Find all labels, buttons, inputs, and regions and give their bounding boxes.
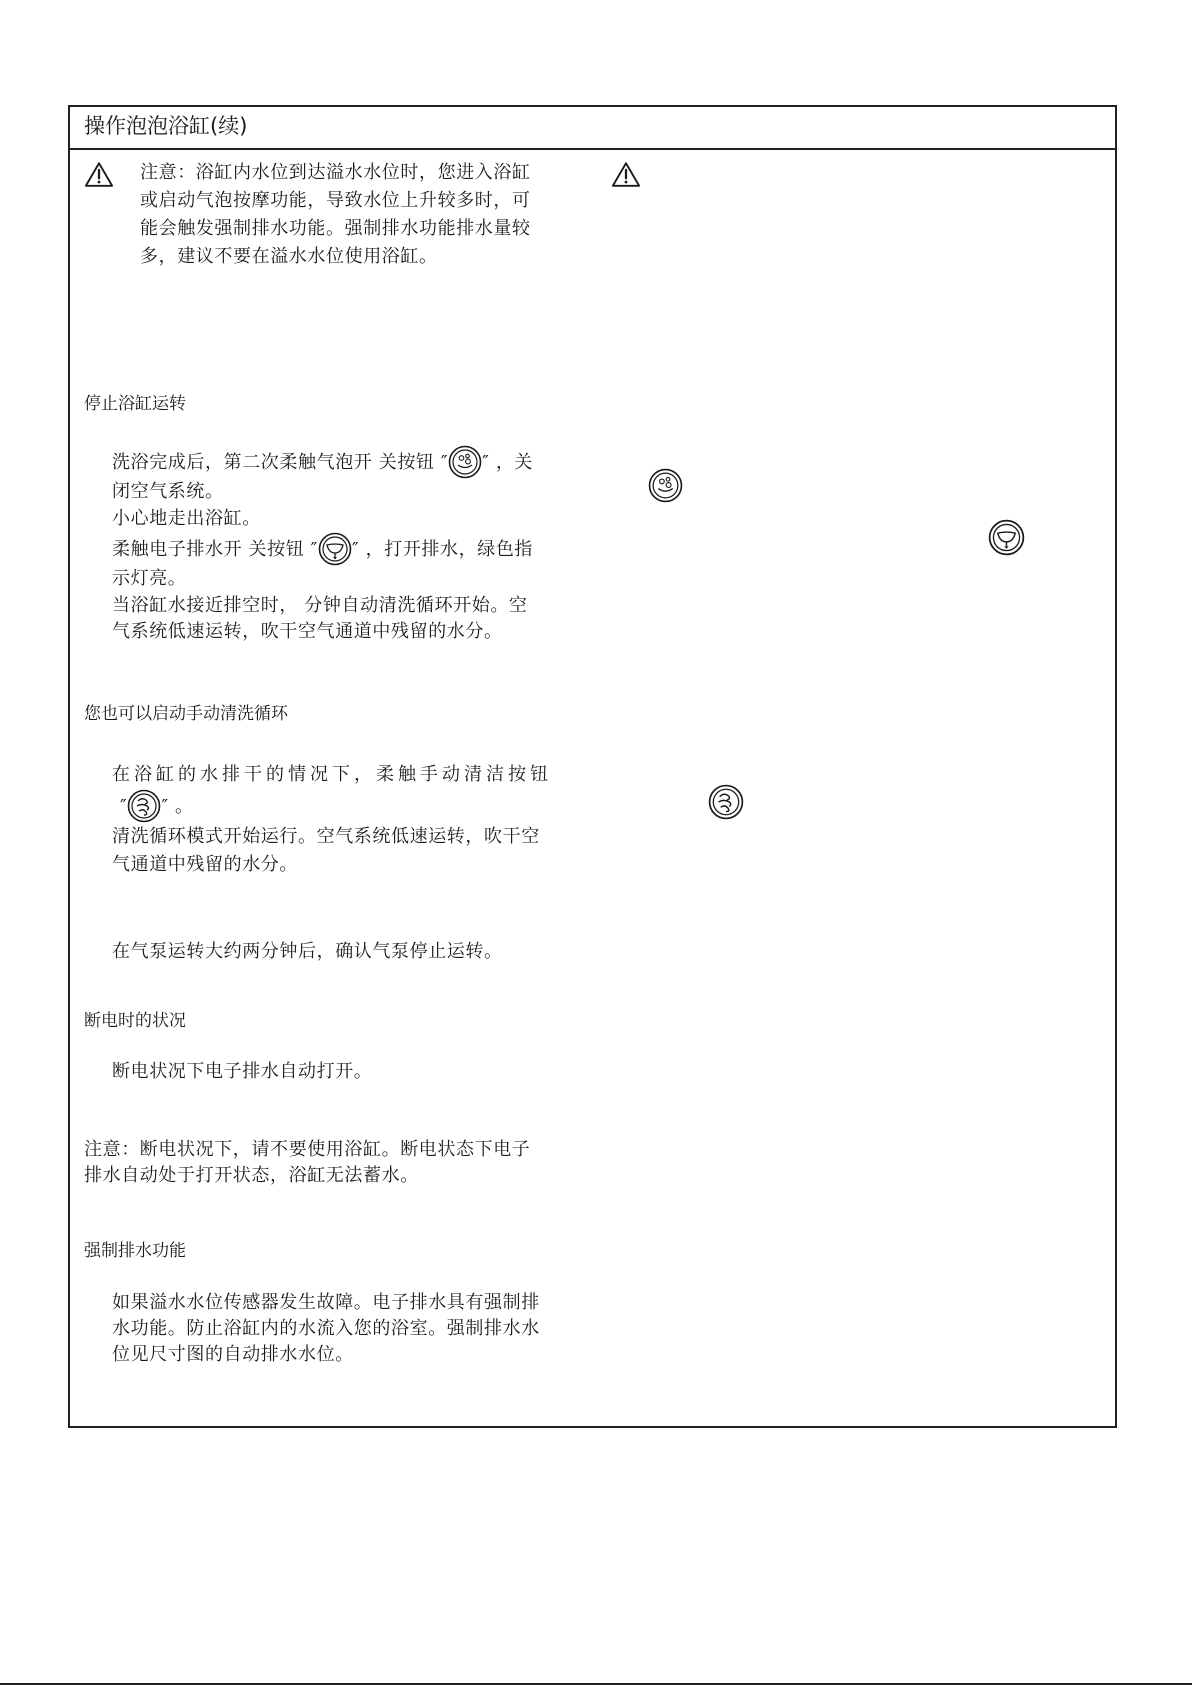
page-title: 操作泡泡浴缸(续): [84, 114, 248, 138]
warning-triangle-icon: [84, 161, 114, 188]
stop-line: 小心地走出浴缸。: [112, 507, 261, 529]
drain-button-icon: [988, 519, 1025, 556]
forced-line: 位见尺寸图的自动排水水位。: [112, 1344, 354, 1365]
caution-line: 注意：浴缸内水位到达溢水水位时，您进入浴缸: [140, 162, 531, 183]
stop-line: 当浴缸水接近排空时， 分钟自动清洗循环开始。空: [112, 594, 528, 616]
stop-line-text: ″ ，关: [482, 452, 534, 473]
title-bar: [70, 107, 1115, 150]
section-heading-stop: 停止浴缸运转: [84, 394, 186, 414]
section-heading-forced-drain: 强制排水功能: [84, 1241, 186, 1261]
forced-line: 如果溢水水位传感器发生故障。电子排水具有强制排: [112, 1292, 540, 1313]
stop-line: [112, 532, 582, 566]
stop-line: [112, 445, 582, 479]
caution-line: 能会触发强制排水功能。强制排水功能排水量较: [140, 218, 531, 239]
caution-line: 多，建议不要在溢水水位使用浴缸。: [140, 246, 438, 267]
stop-line-text: 洗浴完成后，第二次柔触气泡开 关按钮 ″: [112, 452, 449, 473]
bubble-button-icon: [448, 445, 482, 479]
manual-text: [112, 761, 582, 879]
power-note-line: 注意：断电状况下，请不要使用浴缸。断电状态下电子: [84, 1139, 531, 1160]
forced-text: [112, 1290, 582, 1368]
forced-line: 水功能。防止浴缸内的水流入您的浴室。强制排水水: [112, 1318, 540, 1339]
manual-line: 气通道中残留的水分。: [112, 854, 298, 875]
clean-button-icon: [127, 789, 161, 823]
manual-line: [112, 789, 582, 823]
power-note-line: 排水自动处于打开状态，浴缸无法蓄水。: [84, 1165, 419, 1186]
section-heading-power-failure: 断电时的状况: [84, 1011, 186, 1031]
caution-text: [140, 159, 580, 271]
manual-line: 在浴缸的水排干的情况下，柔触手动清洁按钮: [112, 764, 552, 785]
stop-line-text: ″ ，打开排水，绿色指: [351, 539, 534, 560]
caution-line: 或启动气泡按摩功能，导致水位上升较多时，可: [140, 190, 531, 211]
stop-line: 气系统低速运转，吹干空气通道中残留的水分。: [112, 621, 503, 642]
drain-button-icon: [318, 532, 352, 566]
power-note: [84, 1137, 584, 1189]
stop-line: 闭空气系统。: [112, 481, 224, 502]
pump-stop-text: 在气泵运转大约两分钟后，确认气泵停止运转。: [112, 941, 503, 962]
stop-text: [112, 445, 582, 646]
manual-line-text: ″: [120, 796, 128, 817]
power-text: 断电状况下电子排水自动打开。: [112, 1061, 373, 1082]
warning-triangle-icon: [611, 161, 641, 188]
stop-line-text: 柔触电子排水开 关按钮 ″: [112, 539, 318, 560]
stop-line: 示灯亮。: [112, 568, 187, 589]
bubble-button-icon: [648, 468, 683, 503]
clean-button-icon: [708, 784, 744, 820]
section-heading-manual-clean: 您也可以启动手动清洗循环: [84, 704, 288, 724]
manual-line-text: ″ 。: [161, 796, 194, 817]
manual-line: 清洗循环模式开始运行。空气系统低速运转，吹干空: [112, 826, 540, 847]
